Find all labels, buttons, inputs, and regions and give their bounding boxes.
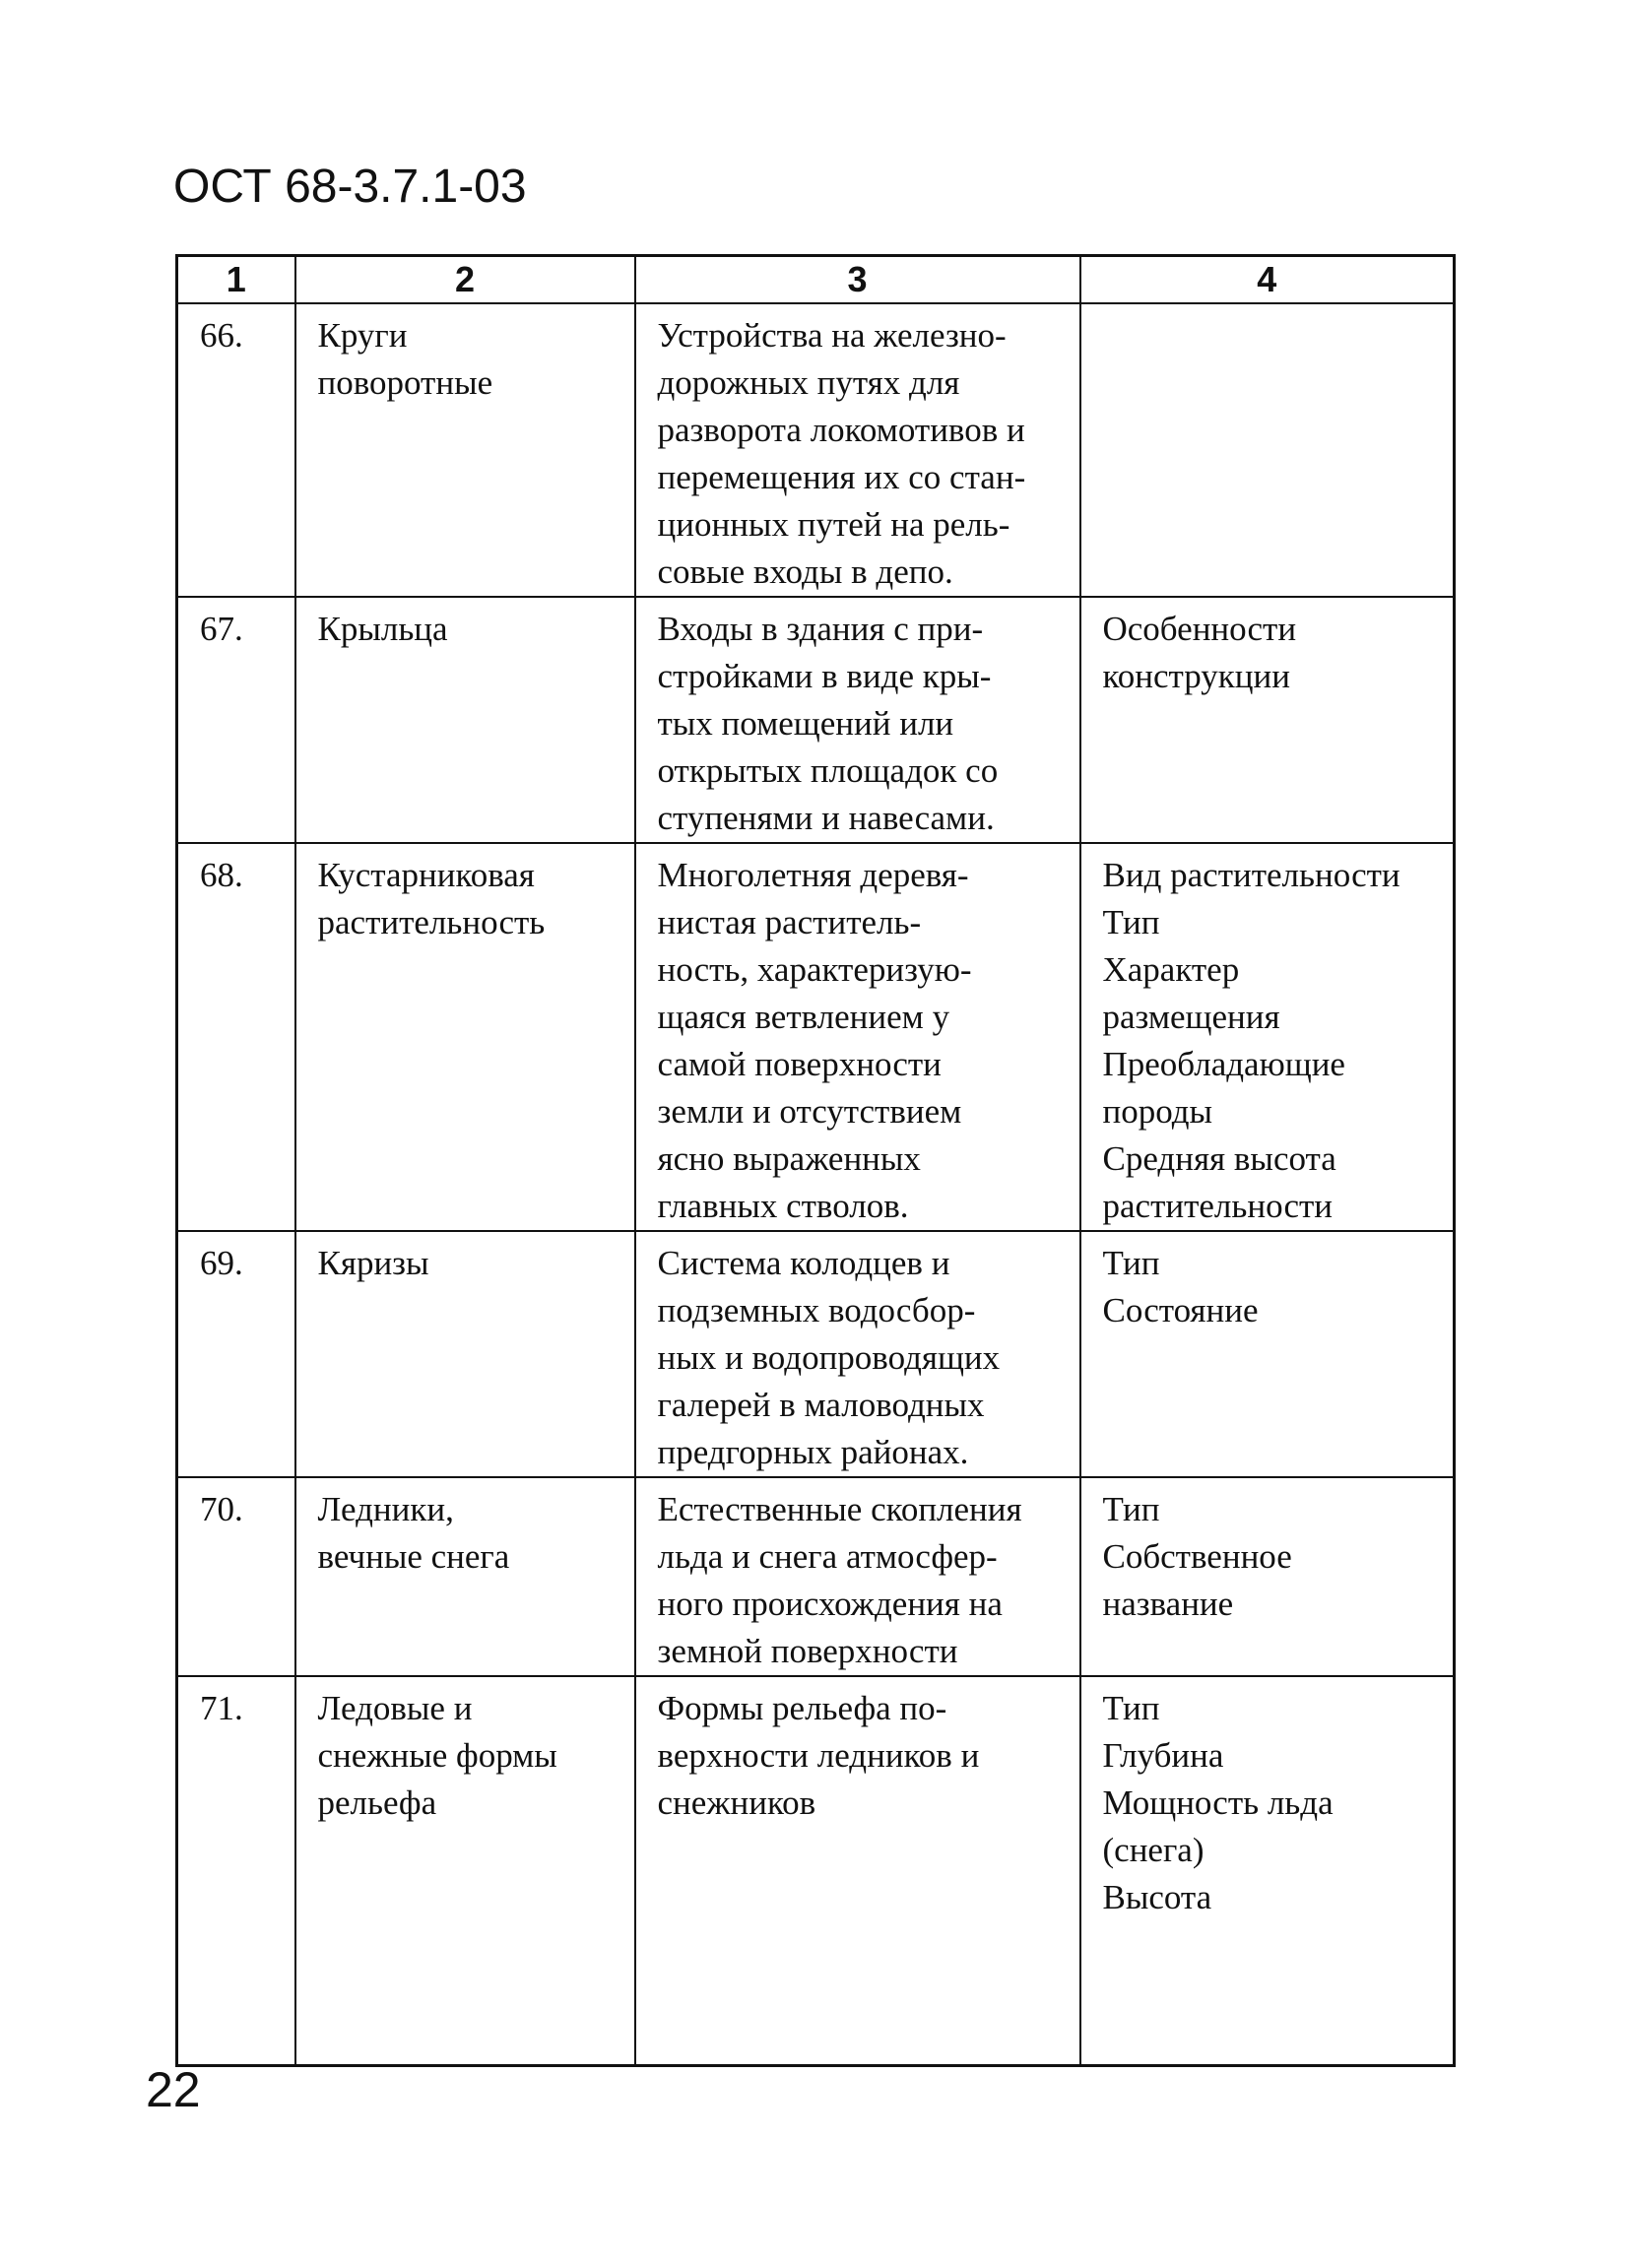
table-body <box>177 303 1455 2065</box>
definition-line: земли и отсутствием <box>657 1092 962 1131</box>
term-line: рельефа <box>317 1783 437 1822</box>
term-line: растительность <box>317 903 546 941</box>
definition-line: ционных путей на рель- <box>657 505 1010 544</box>
row-number: 69. <box>177 1231 295 1477</box>
term-cell <box>295 597 635 843</box>
definition-line: совые входы в депо. <box>657 552 953 591</box>
definition-line: снежников <box>657 1783 816 1822</box>
row-number: 70. <box>177 1477 295 1676</box>
column-header-1: 1 <box>177 256 295 304</box>
attributes-line: конструкции <box>1102 657 1290 695</box>
definition-cell <box>635 1477 1080 1676</box>
term-cell <box>295 1477 635 1676</box>
definition-line: земной поверхности <box>657 1632 958 1670</box>
attributes-line: растительности <box>1102 1187 1334 1225</box>
terms-table <box>175 254 1456 2067</box>
attributes-line: Особенности <box>1102 610 1297 648</box>
term-line: Крыльца <box>317 610 448 648</box>
definition-line: перемещения их со стан- <box>657 458 1026 496</box>
term-line: снежные формы <box>317 1736 557 1775</box>
attributes-cell <box>1080 1676 1455 2065</box>
document-code: ОСТ 68-3.7.1-03 <box>173 161 527 213</box>
definition-cell <box>635 597 1080 843</box>
attributes-cell <box>1080 1477 1455 1676</box>
attributes-line: Вид растительности <box>1102 856 1400 894</box>
attributes-line: Тип <box>1102 1244 1160 1282</box>
definition-line: подземных водосбор- <box>657 1291 976 1329</box>
column-header-2: 2 <box>295 256 635 304</box>
definition-line: льда и снега атмосфер- <box>657 1537 998 1576</box>
definition-line: ность, характеризую- <box>657 950 972 989</box>
definition-cell <box>635 1231 1080 1477</box>
definition-line: Естественные скопления <box>657 1490 1022 1528</box>
definition-line: стройками в виде кры- <box>657 657 992 695</box>
table-header-row <box>177 256 1455 304</box>
definition-line: разворота локомотивов и <box>657 411 1025 449</box>
attributes-cell <box>1080 597 1455 843</box>
definition-line: Многолетняя деревя- <box>657 856 969 894</box>
term-cell <box>295 1231 635 1477</box>
attributes-cell <box>1080 1231 1455 1477</box>
row-number: 68. <box>177 843 295 1231</box>
column-header-3: 3 <box>635 256 1080 304</box>
definition-line: ного происхождения на <box>657 1585 1003 1623</box>
term-cell <box>295 303 635 597</box>
attributes-line: Преобладающие <box>1102 1045 1345 1083</box>
attributes-line: размещения <box>1102 998 1280 1036</box>
term-cell <box>295 843 635 1231</box>
table-row <box>177 597 1455 843</box>
term-line: Ледники, <box>317 1490 454 1528</box>
column-header-4: 4 <box>1080 256 1455 304</box>
attributes-line: Характер <box>1102 950 1240 989</box>
definition-cell <box>635 303 1080 597</box>
definition-line: ных и водопроводящих <box>657 1338 1001 1377</box>
attributes-line: Собственное <box>1102 1537 1292 1576</box>
definition-line: дорожных путях для <box>657 363 960 402</box>
term-line: Ледовые и <box>317 1689 473 1727</box>
definition-line: Формы рельефа по- <box>657 1689 947 1727</box>
definition-line: галерей в маловодных <box>657 1386 985 1424</box>
definition-line: тых помещений или <box>657 704 954 743</box>
attributes-line: Глубина <box>1102 1736 1224 1775</box>
definition-line: Система колодцев и <box>657 1244 950 1282</box>
definition-line: самой поверхности <box>657 1045 942 1083</box>
definition-line: ясно выраженных <box>657 1139 921 1178</box>
attributes-line: породы <box>1102 1092 1213 1131</box>
definition-line: Устройства на железно- <box>657 316 1007 355</box>
attributes-line: Тип <box>1102 903 1160 941</box>
term-line: Кяризы <box>317 1244 429 1282</box>
term-line: поворотные <box>317 363 493 402</box>
term-cell <box>295 1676 635 2065</box>
term-line: вечные снега <box>317 1537 510 1576</box>
row-number: 67. <box>177 597 295 843</box>
definition-line: щаяся ветвлением у <box>657 998 950 1036</box>
page-number: 22 <box>146 2062 201 2117</box>
table-row <box>177 1231 1455 1477</box>
definition-cell <box>635 843 1080 1231</box>
definition-cell <box>635 1676 1080 2065</box>
table-row <box>177 843 1455 1231</box>
attributes-cell <box>1080 843 1455 1231</box>
definition-line: открытых площадок со <box>657 751 999 790</box>
table-row <box>177 1676 1455 2065</box>
attributes-line: Мощность льда <box>1102 1783 1334 1822</box>
table-row <box>177 303 1455 597</box>
definition-line: нистая раститель- <box>657 903 922 941</box>
term-line: Кустарниковая <box>317 856 535 894</box>
attributes-line: Высота <box>1102 1878 1212 1916</box>
definition-line: главных стволов. <box>657 1187 909 1225</box>
attributes-line: Средняя высота <box>1102 1139 1336 1178</box>
definition-line: верхности ледников и <box>657 1736 980 1775</box>
attributes-line: (снега) <box>1102 1831 1205 1869</box>
term-line: Круги <box>317 316 408 355</box>
row-number: 66. <box>177 303 295 597</box>
row-number: 71. <box>177 1676 295 2065</box>
attributes-line: Тип <box>1102 1490 1160 1528</box>
definition-line: Входы в здания с при- <box>657 610 984 648</box>
definition-line: ступенями и навесами. <box>657 799 995 837</box>
attributes-line: название <box>1102 1585 1234 1623</box>
attributes-line: Тип <box>1102 1689 1160 1727</box>
table-row <box>177 1477 1455 1676</box>
attributes-line: Состояние <box>1102 1291 1259 1329</box>
definition-line: предгорных районах. <box>657 1433 969 1471</box>
attributes-cell <box>1080 303 1455 597</box>
